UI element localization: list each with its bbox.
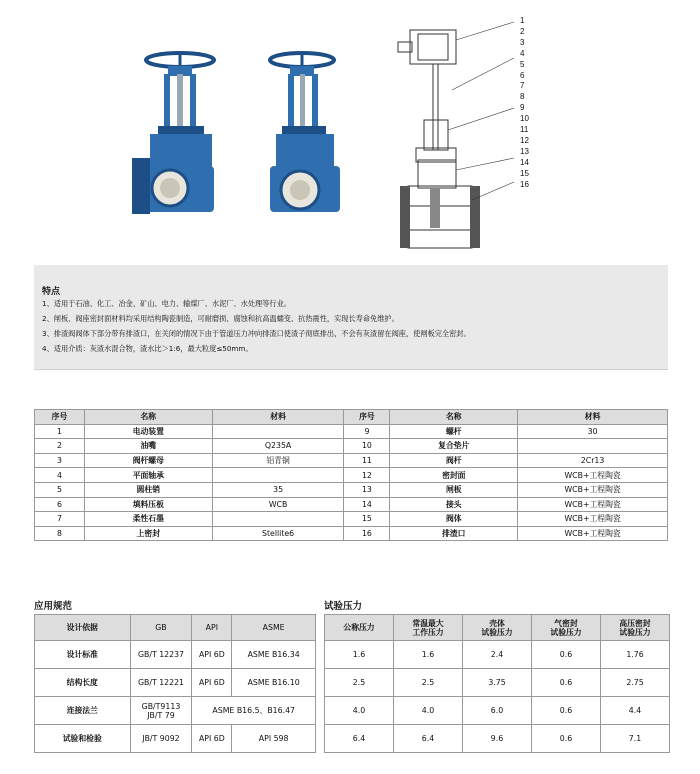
table-row [35,669,316,697]
table-cell: 12 [344,468,390,483]
table-cell: 柔性石墨 [84,512,212,527]
valve-section-diagram [396,10,536,260]
diagram-label-15: 15 [520,168,529,178]
table-cell: 1 [35,424,85,439]
table-cell: WCB+工程陶瓷 [518,526,668,541]
table-cell: 电动装置 [84,424,212,439]
table-cell: 4.0 [394,697,463,725]
table-row [35,725,316,753]
feature-line: 1、适用于石油、化工、冶金、矿山、电力、输煤厂、水泥厂、水处理等行业。 [42,299,291,308]
table-cell: 0.6 [532,725,601,753]
table-header-cell: 高压密封 试验压力 [601,615,670,641]
table-header-cell: GB [130,615,192,641]
table-cell: API 6D [192,669,232,697]
table-cell [212,512,344,527]
table-cell: 螺杆 [390,424,518,439]
table-cell: 2.75 [601,669,670,697]
table-cell: WCB+工程陶瓷 [518,497,668,512]
table-cell: GB/T9113 JB/T 79 [130,697,192,725]
table-cell: 10 [344,439,390,454]
diagram-label-7: 7 [520,81,525,91]
diagram-label-3: 3 [520,37,525,47]
table-cell: ASME B16.10 [232,669,316,697]
table-cell: 4.4 [601,697,670,725]
table-cell: 15 [344,512,390,527]
table-cell: 2.5 [325,669,394,697]
table-cell: 30 [518,424,668,439]
table-header-cell: 材料 [518,410,668,425]
table-cell: 11 [344,453,390,468]
table-row [35,641,316,669]
table-cell: 排渣口 [390,526,518,541]
table-cell: API 598 [232,725,316,753]
table-cell: 1.76 [601,641,670,669]
table-cell: 9 [344,424,390,439]
table-header-cell: 设计依据 [35,615,131,641]
table-header-cell: 名称 [84,410,212,425]
table-cell: 6 [35,497,85,512]
table-cell: JB/T 9092 [130,725,192,753]
table-cell: 4.0 [325,697,394,725]
standards-title: 应用规范 [34,601,73,612]
table-cell: 0.6 [532,669,601,697]
table-cell: 密封面 [390,468,518,483]
table-row [35,439,668,454]
table-header-cell: 名称 [390,410,518,425]
table-row [35,697,316,725]
table-cell: 3 [35,453,85,468]
table-cell: 4 [35,468,85,483]
table-cell: 阀杆 [390,453,518,468]
table-cell: 5 [35,482,85,497]
table-cell: 1.6 [394,641,463,669]
table-cell: 3.75 [463,669,532,697]
diagram-label-6: 6 [520,70,525,80]
table-cell: 复合垫片 [390,439,518,454]
pressure-table [324,614,670,753]
valve-photo-front [128,48,228,216]
table-header-cell: 常温最大 工作压力 [394,615,463,641]
table-header-cell: 气密封 试验压力 [532,615,601,641]
table-cell: ASME B16.5、B16.47 [192,697,316,725]
diagram-label-12: 12 [520,135,529,145]
table-cell: 连接法兰 [35,697,131,725]
table-row [35,482,668,497]
feature-line: 2、闸板、阀座密封面材料均采用结构陶瓷制造，可耐磨损、腐蚀和抗高温蠕变、抗热震性，实现长寿命免维护。 [42,314,399,323]
table-header-cell: 壳体 试验压力 [463,615,532,641]
diagram-label-8: 8 [520,92,525,102]
table-cell: GB/T 12237 [130,641,192,669]
table-cell: 6.4 [325,725,394,753]
table-header-cell: 公称压力 [325,615,394,641]
table-cell: ASME B16.34 [232,641,316,669]
table-cell: 8 [35,526,85,541]
table-row [35,497,668,512]
table-header-cell: 序号 [344,410,390,425]
table-cell: Q235A [212,439,344,454]
table-cell: API 6D [192,725,232,753]
table-cell: WCB [212,497,344,512]
table-cell: 2.5 [394,669,463,697]
table-row [325,641,670,669]
table-cell: 2 [35,439,85,454]
table-cell: 14 [344,497,390,512]
table-cell: 阀体 [390,512,518,527]
diagram-label-16: 16 [520,179,529,189]
table-row [35,468,668,483]
table-cell: 闸板 [390,482,518,497]
diagram-label-10: 10 [520,114,529,124]
table-cell: 6.0 [463,697,532,725]
table-header-cell: 序号 [35,410,85,425]
table-cell: Stellite6 [212,526,344,541]
diagram-label-4: 4 [520,48,525,58]
pressure-title: 试验压力 [324,601,363,612]
table-cell: 2Cr13 [518,453,668,468]
table-row [325,697,670,725]
table-cell: 7.1 [601,725,670,753]
table-cell: 圆柱销 [84,482,212,497]
table-cell: 油嘴 [84,439,212,454]
table-cell: WCB+工程陶瓷 [518,468,668,483]
table-row [35,424,668,439]
table-cell: 铝青铜 [212,453,344,468]
table-row [35,512,668,527]
diagram-label-13: 13 [520,146,529,156]
table-cell: 9.6 [463,725,532,753]
diagram-label-14: 14 [520,157,529,167]
diagram-label-5: 5 [520,59,525,69]
table-cell: 试验和检验 [35,725,131,753]
table-row [35,615,316,641]
table-cell [212,468,344,483]
features-box [34,265,668,370]
table-row [35,410,668,425]
feature-line: 4、适用介质：灰渣水混合物，渣水比＞1:6，最大粒度≤50mm。 [42,344,253,353]
table-cell: 设计标准 [35,641,131,669]
table-row [325,615,670,641]
diagram-label-11: 11 [520,125,529,134]
standards-table [34,614,316,753]
feature-line: 3、排渣阀阀体下部分带有排渣口，在关闭的情况下由于管道压力冲向排渣口使渣子彻底排出，不会有灰渣留在阀座，使闸板完全密封。 [42,329,471,338]
diagram-label-9: 9 [520,103,525,113]
table-cell: 上密封 [84,526,212,541]
table-cell: 结构长度 [35,669,131,697]
diagram-label-2: 2 [520,26,525,36]
table-cell [212,424,344,439]
table-cell: 0.6 [532,697,601,725]
table-header-cell: API [192,615,232,641]
table-row [325,725,670,753]
diagram-label-1: 1 [520,16,525,25]
table-cell [518,439,668,454]
features-title: 特点 [42,287,61,297]
table-cell: 阀杆螺母 [84,453,212,468]
table-cell: GB/T 12221 [130,669,192,697]
table-cell: 7 [35,512,85,527]
table-cell: 6.4 [394,725,463,753]
table-cell: 16 [344,526,390,541]
table-header-cell: 材料 [212,410,344,425]
table-cell: 0.6 [532,641,601,669]
table-cell: 平面轴承 [84,468,212,483]
table-cell: 1.6 [325,641,394,669]
table-cell: 2.4 [463,641,532,669]
table-row [35,526,668,541]
table-cell: 13 [344,482,390,497]
table-header-cell: ASME [232,615,316,641]
table-row [35,453,668,468]
table-cell: 35 [212,482,344,497]
table-row [325,669,670,697]
valve-photo-angled [262,48,352,216]
table-cell: WCB+工程陶瓷 [518,512,668,527]
table-cell: 接头 [390,497,518,512]
table-cell: 填料压板 [84,497,212,512]
table-cell: API 6D [192,641,232,669]
table-cell: WCB+工程陶瓷 [518,482,668,497]
parts-table [34,409,668,541]
